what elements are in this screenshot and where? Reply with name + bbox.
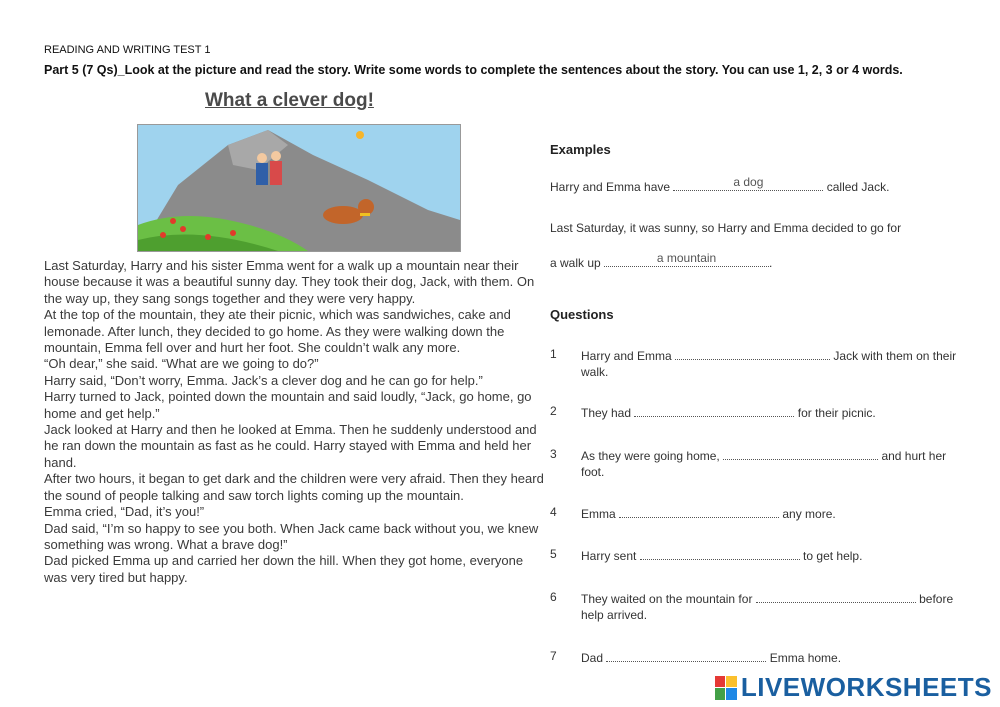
question-2 xyxy=(581,404,971,421)
question-5-before: Harry sent xyxy=(581,549,637,563)
liveworksheets-branding[interactable] xyxy=(715,672,992,703)
story-paragraph: Last Saturday, Harry and his sister Emma went for a walk up a mountain near their house because it was a beautiful sunny day. They took their dog, Jack, with them. On the way up, they sang songs together and they were very happy. xyxy=(44,258,535,306)
question-4-number: 4 xyxy=(550,505,557,519)
question-3-before: As they were going home, xyxy=(581,449,720,463)
question-2-input[interactable] xyxy=(634,404,794,417)
mountain-with-children-and-dog-illustration xyxy=(137,124,461,252)
question-6 xyxy=(581,590,971,623)
instructions: Part 5 (7 Qs)_Look at the picture and read the story. Write some words to complete the sentences about the story. You can use 1, 2, 3 or 4 words. xyxy=(44,63,903,77)
question-6-after: before help arrived. xyxy=(581,592,954,622)
story-paragraph: Harry said, “Don’t worry, Emma. Jack’s a clever dog and he can go for help.” xyxy=(44,372,483,388)
question-2-before: They had xyxy=(581,406,632,420)
question-7-after: Emma home. xyxy=(769,651,842,665)
question-7 xyxy=(581,649,971,666)
story-paragraph: Jack looked at Harry and then he looked at Emma. Then he suddenly understood and he ran down the mountain as fast as he could. Harry stayed with Emma and held her hand. xyxy=(44,422,537,470)
question-6-number: 6 xyxy=(550,590,557,604)
story-paragraph: At the top of the mountain, they ate their picnic, which was sandwiches, cake and lemonade. After lunch, they decided to go home. As they were walking down the mountain, Emma fell over and hurt her foot. She couldn’t walk any more. xyxy=(44,307,511,356)
question-1-input[interactable] xyxy=(675,347,830,360)
question-4-after: any more. xyxy=(782,507,836,521)
example-1 xyxy=(550,175,890,194)
example-2-answer: a mountain xyxy=(656,251,717,265)
question-3-input[interactable] xyxy=(723,447,878,460)
example-2 xyxy=(550,251,773,270)
question-3-after: and hurt her foot. xyxy=(581,449,947,479)
story-paragraph: After two hours, it began to get dark and the children were very afraid. Then they heard the sound of people talking and saw torch lights coming up the mountain. xyxy=(44,471,544,503)
example-2-line1: Last Saturday, it was sunny, so Harry and Emma decided to go for xyxy=(550,221,902,235)
question-1-number: 1 xyxy=(550,347,557,361)
story-paragraph: Dad said, “I’m so happy to see you both. When Jack came back without you, we knew something was wrong. What a brave dog!” xyxy=(44,520,539,552)
story-text xyxy=(44,258,544,586)
question-3-number: 3 xyxy=(550,447,557,461)
question-7-input[interactable] xyxy=(606,649,766,662)
question-1-after: Jack with them on their walk. xyxy=(581,349,957,379)
example-1-answer: a dog xyxy=(733,175,764,189)
question-6-before: They waited on the mountain for xyxy=(581,592,753,606)
liveworksheets-logo-icon xyxy=(715,676,737,700)
brand-name: LIVEWORKSHEETS xyxy=(740,672,992,702)
question-5 xyxy=(581,547,971,564)
question-1-before: Harry and Emma xyxy=(581,349,672,363)
question-6-input[interactable] xyxy=(756,590,916,603)
question-4-input[interactable] xyxy=(619,505,779,518)
example-2-blank xyxy=(604,251,769,267)
examples-heading: Examples xyxy=(550,142,611,157)
example-2-before: a walk up xyxy=(550,256,601,270)
example-1-blank xyxy=(673,175,823,191)
question-4-before: Emma xyxy=(581,507,616,521)
question-1 xyxy=(581,347,971,380)
example-2-after: . xyxy=(769,256,773,270)
story-paragraph: “Oh dear,” she said. “What are we going to do?” xyxy=(44,356,319,372)
questions-heading: Questions xyxy=(550,307,614,322)
question-3 xyxy=(581,447,971,480)
question-2-number: 2 xyxy=(550,404,557,418)
example-1-before: Harry and Emma have xyxy=(550,180,671,194)
test-label: READING AND WRITING TEST 1 xyxy=(44,44,211,56)
question-5-input[interactable] xyxy=(640,547,800,560)
story-title: What a clever dog! xyxy=(205,90,374,111)
story-paragraph: Emma cried, “Dad, it’s you!” xyxy=(44,504,205,520)
story-paragraph: Dad picked Emma up and carried her down the hill. When they got home, everyone was very tired but happy. xyxy=(44,553,524,585)
question-5-number: 5 xyxy=(550,547,557,561)
question-2-after: for their picnic. xyxy=(797,406,876,420)
question-4 xyxy=(581,505,971,522)
question-5-after: to get help. xyxy=(803,549,863,563)
example-1-after: called Jack. xyxy=(826,180,890,194)
story-paragraph: Harry turned to Jack, pointed down the mountain and said loudly, “Jack, go home, go home and get help.” xyxy=(44,389,532,421)
question-7-number: 7 xyxy=(550,649,557,663)
question-7-before: Dad xyxy=(581,651,604,665)
